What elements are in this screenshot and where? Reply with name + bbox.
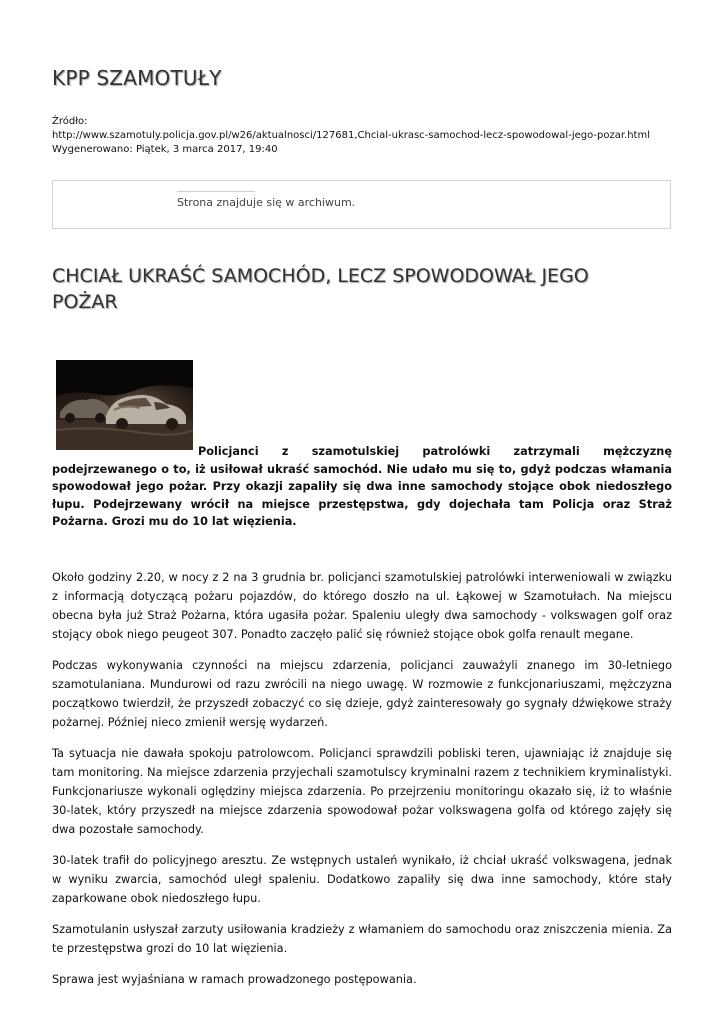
paragraph: Ta sytuacja nie dawała spokoju patrolowcom. Policjanci sprawdzili pobliski teren, ujawniając iż znajduje się tam monitoring. Na miejsce zdarzenia przyjechali szamotulscy kryminalni razem z technikiem kryminalistyki. Funkcjonariusze wykonali oględziny miejsca zdarzenia. Po przejrzeniu monitoringu okazało się, iż to właśnie 30-latek, który przyszedł na miejsce zdarzenia spowodował pożar volkswagena golfa od którego zajęły się dwa pozostałe samochody. (52, 747, 672, 836)
archive-notice: Strona znajduje się w archiwum. (177, 196, 356, 209)
article-body (52, 568, 672, 1001)
article-title: CHCIAŁ UKRAŚĆ SAMOCHÓD, LECZ SPOWODOWAŁ JEGO POŻAR (52, 265, 589, 313)
paragraph: Sprawa jest wyjaśniana w ramach prowadzonego postępowania. (52, 973, 417, 986)
source-url[interactable]: http://www.szamotuly.policja.gov.pl/w26/aktualnosci/127681,Chcial-ukrasc-samochod-lecz-spowodowal-jego-pozar.html (52, 130, 650, 141)
source-label: Źródło: (52, 116, 88, 127)
paragraph: Podczas wykonywania czynności na miejscu zdarzenia, policjanci zauważyli znanego im 30-letniego szamotulaniana. Mundurowi od razu zwrócili na niego uwagę. W rozmowie z funkcjonariuszami, mężczyzna początkowo twierdził, że przyszedł zobaczyć co się dzieje, gdyż zainteresowały go sygnały dźwiękowe straży pożarnej. Później nieco zmienił wersję wydarzeń. (52, 659, 672, 729)
paragraph: Około godziny 2.20, w nocy z 2 na 3 grudnia br. policjanci szamotulskiej patrolówki interweniowali w związku z informacją dotyczącą pożaru pojazdów, do którego doszło na ul. Łąkowej w Szamotułach. Na miejscu obecna była już Straż Pożarna, która ugasiła pożar. Spaleniu uległy dwa samochody - volkswagen golf oraz stojący obok niego peugeot 307. Ponadto zaczęło palić się również stojące obok golfa renault megane. (52, 571, 672, 641)
burned-cars-image (56, 360, 193, 450)
archive-divider (177, 191, 255, 192)
lead-text: Policjanci z szamotulskiej patrolówki zatrzymali mężczyznę podejrzewanego o to, iż usiłował ukraść samochód. Nie udało mu się to, gdyż podczas włamania spowodował jego pożar. Przy okazji zapaliły się dwa inne samochody stojące obok niedoszłego łupu. Podejrzewany wrócił na miejsce przestępstwa, gdy dojechała tam Policja oraz Straż Pożarna. Grozi mu do 10 lat więzienia. (52, 445, 672, 528)
paragraph: Szamotulanin usłyszał zarzuty usiłowania kradzieży z włamaniem do samochodu oraz zniszczenia mienia. Za te przestępstwa grozi do 10 lat więzienia. (52, 923, 672, 955)
paragraph: 30-latek trafił do policyjnego aresztu. Ze wstępnych ustaleń wynikało, iż chciał ukraść volkswagena, jednak w wyniku zwarcia, samochód uległ spaleniu. Dodatkowo zapaliły się dwa inne samochody, które stały zaparkowane obok niedoszłego łupu. (52, 854, 672, 905)
generated-date: Wygenerowano: Piątek, 3 marca 2017, 19:40 (52, 144, 278, 155)
archive-notice-box (52, 180, 671, 229)
article-lead (52, 443, 672, 531)
source-info (52, 115, 692, 157)
site-title: KPP SZAMOTUŁY (52, 66, 222, 90)
article-photo (56, 360, 193, 450)
